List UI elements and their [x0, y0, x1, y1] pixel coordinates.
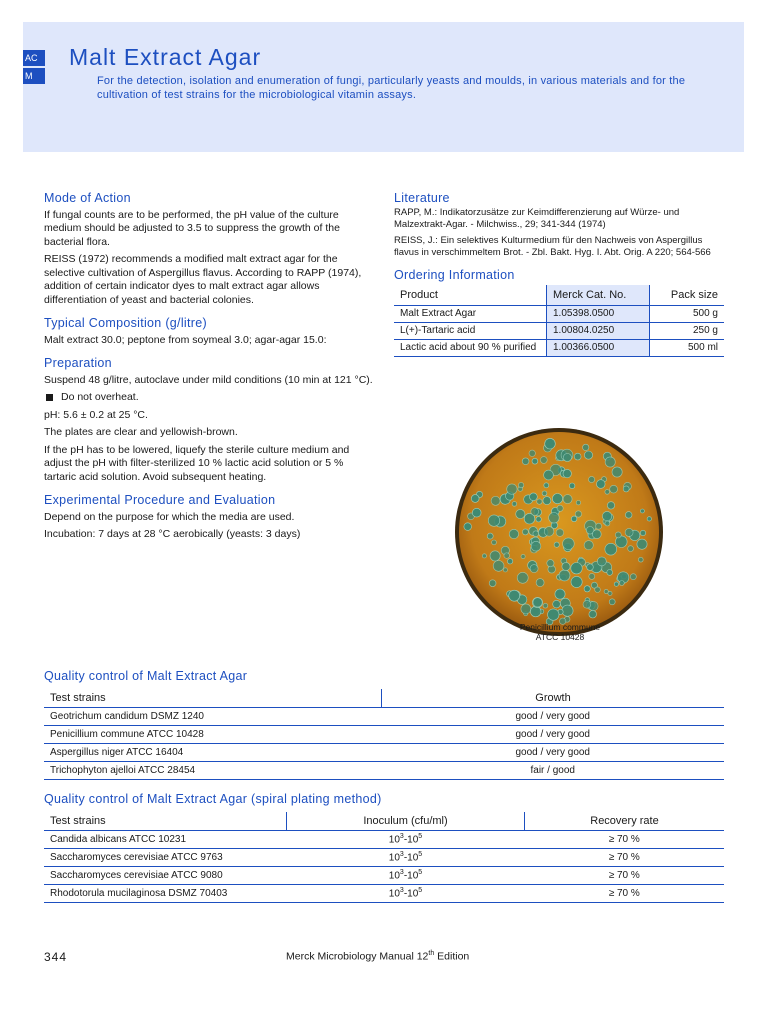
ordering-cat: 1.00366.0500 [547, 340, 650, 357]
colony-dot [562, 605, 573, 616]
procedure-heading: Experimental Procedure and Evaluation [44, 493, 276, 507]
colony-dot [619, 581, 624, 586]
qc1-strain: Trichophyton ajelloi ATCC 28454 [44, 762, 382, 780]
mode-of-action-p1: If fungal counts are to be performed, the pH value of the culture medium should be adjusted to 3.5 to suppress the growth of the bacterial flora. [44, 208, 340, 248]
left-column [44, 192, 374, 546]
side-tab-bottom: M [23, 68, 45, 84]
ordering-row [394, 306, 724, 323]
page-subtitle: For the detection, isolation and enumeration of fungi, particularly yeasts and moulds, in various materials and for the cultivation of test strains for the microbiological vitamin assays. [97, 75, 686, 101]
colony-dot [589, 476, 595, 482]
ordering-row [394, 340, 724, 357]
colony-dot [630, 574, 636, 580]
mode-of-action-p2: REISS (1972) recommends a modified malt extract agar for the selective cultivation of Aspergillus flavus. According to RAPP (1974), addition of certain indicator dyes to malt extract agar allows differentiation of yeast and bacterial colonies. [44, 253, 362, 306]
colony-dot [543, 603, 548, 608]
colony-dot [584, 586, 590, 592]
colony-dot [575, 511, 581, 517]
colony-dot [518, 482, 523, 487]
table-row [44, 885, 724, 903]
colony-dot [607, 502, 614, 509]
colony-dot [562, 562, 570, 570]
colony-dot [574, 453, 581, 460]
colony-dot [548, 609, 559, 620]
preparation-ph: pH: 5.6 ± 0.2 at 25 °C. [44, 408, 148, 421]
colony-dot [569, 483, 575, 489]
colony-dot [605, 457, 615, 467]
colony-dot [623, 486, 629, 492]
qc2-inoculum: $10^3-10^5$ [287, 867, 525, 885]
qc1-table [44, 689, 724, 780]
ordering-product: Malt Extract Agar [400, 308, 477, 319]
table-row [44, 831, 724, 849]
qc2-heading: Quality control of Malt Extract Agar (spiral plating method) [44, 792, 382, 806]
qc2-table [44, 812, 724, 903]
colony-dot [507, 559, 512, 564]
preparation-bullet [44, 391, 374, 405]
qc1-growth: good / very good [382, 726, 725, 744]
colony-dot [547, 560, 554, 567]
image-caption [480, 622, 640, 642]
table-row [44, 867, 724, 885]
colony-dot [504, 553, 510, 559]
colony-dot [583, 444, 589, 450]
qc1-growth: good / very good [382, 708, 725, 726]
colony-dot [640, 509, 644, 513]
composition-text: Malt extract 30.0; peptone from soymeal 3.0; agar-agar 15.0: [44, 333, 327, 346]
ordering-col-product: Product [400, 289, 438, 301]
colony-dot [544, 483, 549, 488]
colony-dot [571, 576, 582, 587]
side-tab-top: AC [23, 50, 45, 66]
page-number: 344 [44, 950, 68, 964]
colony-dot [625, 512, 632, 519]
qc1-col-growth: Growth [382, 689, 725, 708]
colony-dot [605, 521, 610, 526]
colony-dot [491, 496, 500, 505]
colony-dot [637, 539, 647, 549]
petri-dish-photo [452, 425, 666, 639]
colony-dot [563, 469, 571, 477]
colony-dot [596, 523, 602, 529]
colony-dot [492, 540, 497, 545]
ordering-header-row [394, 285, 724, 306]
ordering-product: Lactic acid about 90 % purified [400, 342, 537, 353]
colony-dot [584, 541, 593, 550]
colony-dot [493, 561, 504, 572]
colony-dot [542, 491, 547, 496]
colony-dot [597, 557, 606, 566]
colony-dot [628, 546, 634, 552]
colony-dot [531, 508, 539, 516]
colony-dot [549, 513, 560, 524]
colony-dot [536, 517, 541, 522]
colony-dot [563, 495, 572, 504]
colony-dot [592, 530, 601, 539]
colony-dot [507, 484, 517, 494]
colony-dot [544, 527, 554, 537]
colony-dot [556, 529, 564, 537]
footer-manual-title: Merck Microbiology Manual 12th Edition [286, 950, 470, 963]
colony-dot [554, 542, 559, 547]
qc1-header-row [44, 689, 724, 708]
colony-dot [553, 600, 561, 608]
colony-dot [530, 606, 541, 617]
colony-dot [615, 532, 621, 538]
colony-dot [488, 515, 499, 526]
petri-dish-illustration [452, 425, 666, 639]
colony-dot [563, 453, 571, 461]
colony-dot [471, 495, 479, 503]
colony-dot [608, 591, 612, 595]
colony-dot [607, 570, 613, 576]
preparation-p2: If the pH has to be lowered, liquefy the sterile culture medium and adjust the pH with filter-sterilized 10 % lactic acid solution or 5 % tartaric acid solution. Avoid subsequent heating. [44, 443, 350, 483]
mode-of-action-heading: Mode of Action [44, 191, 131, 205]
colony-dot [563, 538, 575, 550]
colony-dot [531, 541, 541, 551]
procedure-p1: Depend on the purpose for which the media are used. [44, 510, 295, 523]
qc2-strain: Rhodotorula mucilaginosa DSMZ 70403 [44, 885, 287, 903]
table-row [44, 708, 724, 726]
colony-dot [529, 450, 535, 456]
ordering-pack: 250 g [692, 325, 718, 336]
right-column [394, 192, 724, 357]
colony-dot [521, 554, 525, 558]
qc1-heading: Quality control of Malt Extract Agar [44, 669, 248, 683]
literature-heading: Literature [394, 191, 450, 205]
colony-dot [602, 511, 611, 520]
colony-dot [595, 587, 601, 593]
qc2-col-strain: Test strains [44, 812, 287, 831]
colony-dot [536, 579, 544, 587]
caption-line-1: Penicillium commune [519, 622, 601, 632]
qc1-strain: Geotrichum candidum DSMZ 1240 [44, 708, 382, 726]
qc1-strain: Penicillium commune ATCC 10428 [44, 726, 382, 744]
bullet-square-icon [46, 394, 53, 401]
colony-dot [589, 610, 597, 618]
colony-dot [609, 599, 615, 605]
preparation-bullet-text: Do not overheat. [61, 391, 139, 403]
colony-dot [490, 551, 500, 561]
table-row [44, 762, 724, 780]
colony-dot [517, 572, 528, 583]
table-row [44, 849, 724, 867]
colony-dot [530, 493, 538, 501]
colony-dot [544, 470, 554, 480]
qc2-strain: Saccharomyces cerevisiae ATCC 9080 [44, 867, 287, 885]
colony-dot [540, 457, 547, 464]
qc1-growth: good / very good [382, 744, 725, 762]
colony-dot [552, 494, 562, 504]
ordering-row [394, 323, 724, 340]
colony-dot [557, 505, 563, 511]
colony-dot [489, 580, 496, 587]
qc2-recovery: ≥ 70 % [525, 831, 725, 849]
composition-heading: Typical Composition (g/litre) [44, 316, 207, 330]
colony-dot [537, 499, 542, 504]
colony-dot [610, 485, 618, 493]
qc1-growth: fair / good [382, 762, 725, 780]
qc2-inoculum: $10^3-10^5$ [287, 849, 525, 867]
literature-ref-2: REISS, J.: Ein selektives Kulturmedium für den Nachweis von Aspergillus flavus in verschimmeltem Brot. - Zbl. Bakt. Hyg. I. Abt. Orig. A 220; 564-566 [394, 235, 711, 258]
colony-dot [503, 568, 507, 572]
table-row [44, 726, 724, 744]
ordering-product: L(+)-Tartaric acid [400, 325, 476, 336]
colony-dot [533, 598, 542, 607]
colony-dot [530, 565, 538, 573]
qc2-strain: Candida albicans ATCC 10231 [44, 831, 287, 849]
ordering-cat: 1.00804.0250 [547, 323, 650, 340]
colony-dot [583, 600, 591, 608]
colony-dot [532, 458, 538, 464]
colony-dot [587, 564, 594, 571]
colony-dot [509, 529, 518, 538]
qc2-recovery: ≥ 70 % [525, 867, 725, 885]
table-row [44, 744, 724, 762]
colony-dot [605, 490, 610, 495]
colony-dot [612, 467, 622, 477]
colony-dot [571, 563, 582, 574]
colony-dot [555, 589, 565, 599]
colony-dot [597, 480, 606, 489]
qc2-col-recovery: Recovery rate [525, 812, 725, 831]
colony-dot [625, 528, 633, 536]
qc2-inoculum: $10^3-10^5$ [287, 885, 525, 903]
caption-line-2: ATCC 10428 [535, 632, 585, 642]
colony-dot [512, 502, 517, 507]
qc2-col-inoculum: Inoculum (cfu/ml) [287, 812, 525, 831]
ordering-col-cat: Merck Cat. No. [547, 285, 650, 306]
colony-dot [522, 529, 528, 535]
qc1-strain: Aspergillus niger ATCC 16404 [44, 744, 382, 762]
colony-dot [482, 554, 486, 558]
colony-dot [614, 582, 618, 586]
ordering-pack: 500 ml [687, 342, 718, 353]
preparation-heading: Preparation [44, 356, 112, 370]
colony-dot [605, 543, 617, 555]
colony-dot [584, 451, 592, 459]
colony-dot [516, 509, 525, 518]
colony-dot [576, 501, 580, 505]
colony-dot [571, 516, 577, 522]
page-title: Malt Extract Agar [69, 44, 262, 70]
ordering-table [394, 285, 724, 357]
ordering-pack: 500 g [692, 308, 718, 319]
ordering-heading: Ordering Information [394, 268, 515, 282]
preparation-plates: The plates are clear and yellowish-brown. [44, 426, 238, 438]
colony-dot [533, 531, 539, 537]
colony-dot [522, 458, 529, 465]
ordering-cat: 1.05398.0500 [547, 306, 650, 323]
colony-dot [638, 557, 643, 562]
colony-dot [521, 604, 531, 614]
colony-dot [559, 570, 570, 581]
literature-ref-1: RAPP, M.: Indikatorzusätze zur Keimdifferenzierung auf Würze- und Malzextrakt-Agar. - Milchwiss., 29; 341-344 (1974) [394, 207, 680, 230]
colony-dot [543, 497, 551, 505]
colony-dot [545, 438, 556, 449]
qc2-recovery: ≥ 70 % [525, 885, 725, 903]
preparation-p1: Suspend 48 g/litre, autoclave under mild conditions (10 min at 121 °C). [44, 373, 373, 386]
qc2-recovery: ≥ 70 % [525, 849, 725, 867]
qc2-header-row [44, 812, 724, 831]
colony-dot [472, 508, 481, 517]
colony-dot [640, 530, 645, 535]
colony-dot [509, 590, 520, 601]
qc1-col-strain: Test strains [44, 689, 382, 708]
colony-dot [589, 573, 595, 579]
colony-dot [464, 523, 472, 531]
qc2-inoculum: $10^3-10^5$ [287, 831, 525, 849]
colony-dot [647, 517, 651, 521]
colony-dot [487, 533, 493, 539]
qc2-strain: Saccharomyces cerevisiae ATCC 9763 [44, 849, 287, 867]
ordering-col-pack: Pack size [670, 289, 718, 301]
procedure-p2: Incubation: 7 days at 28 °C aerobically (yeasts: 3 days) [44, 528, 301, 540]
